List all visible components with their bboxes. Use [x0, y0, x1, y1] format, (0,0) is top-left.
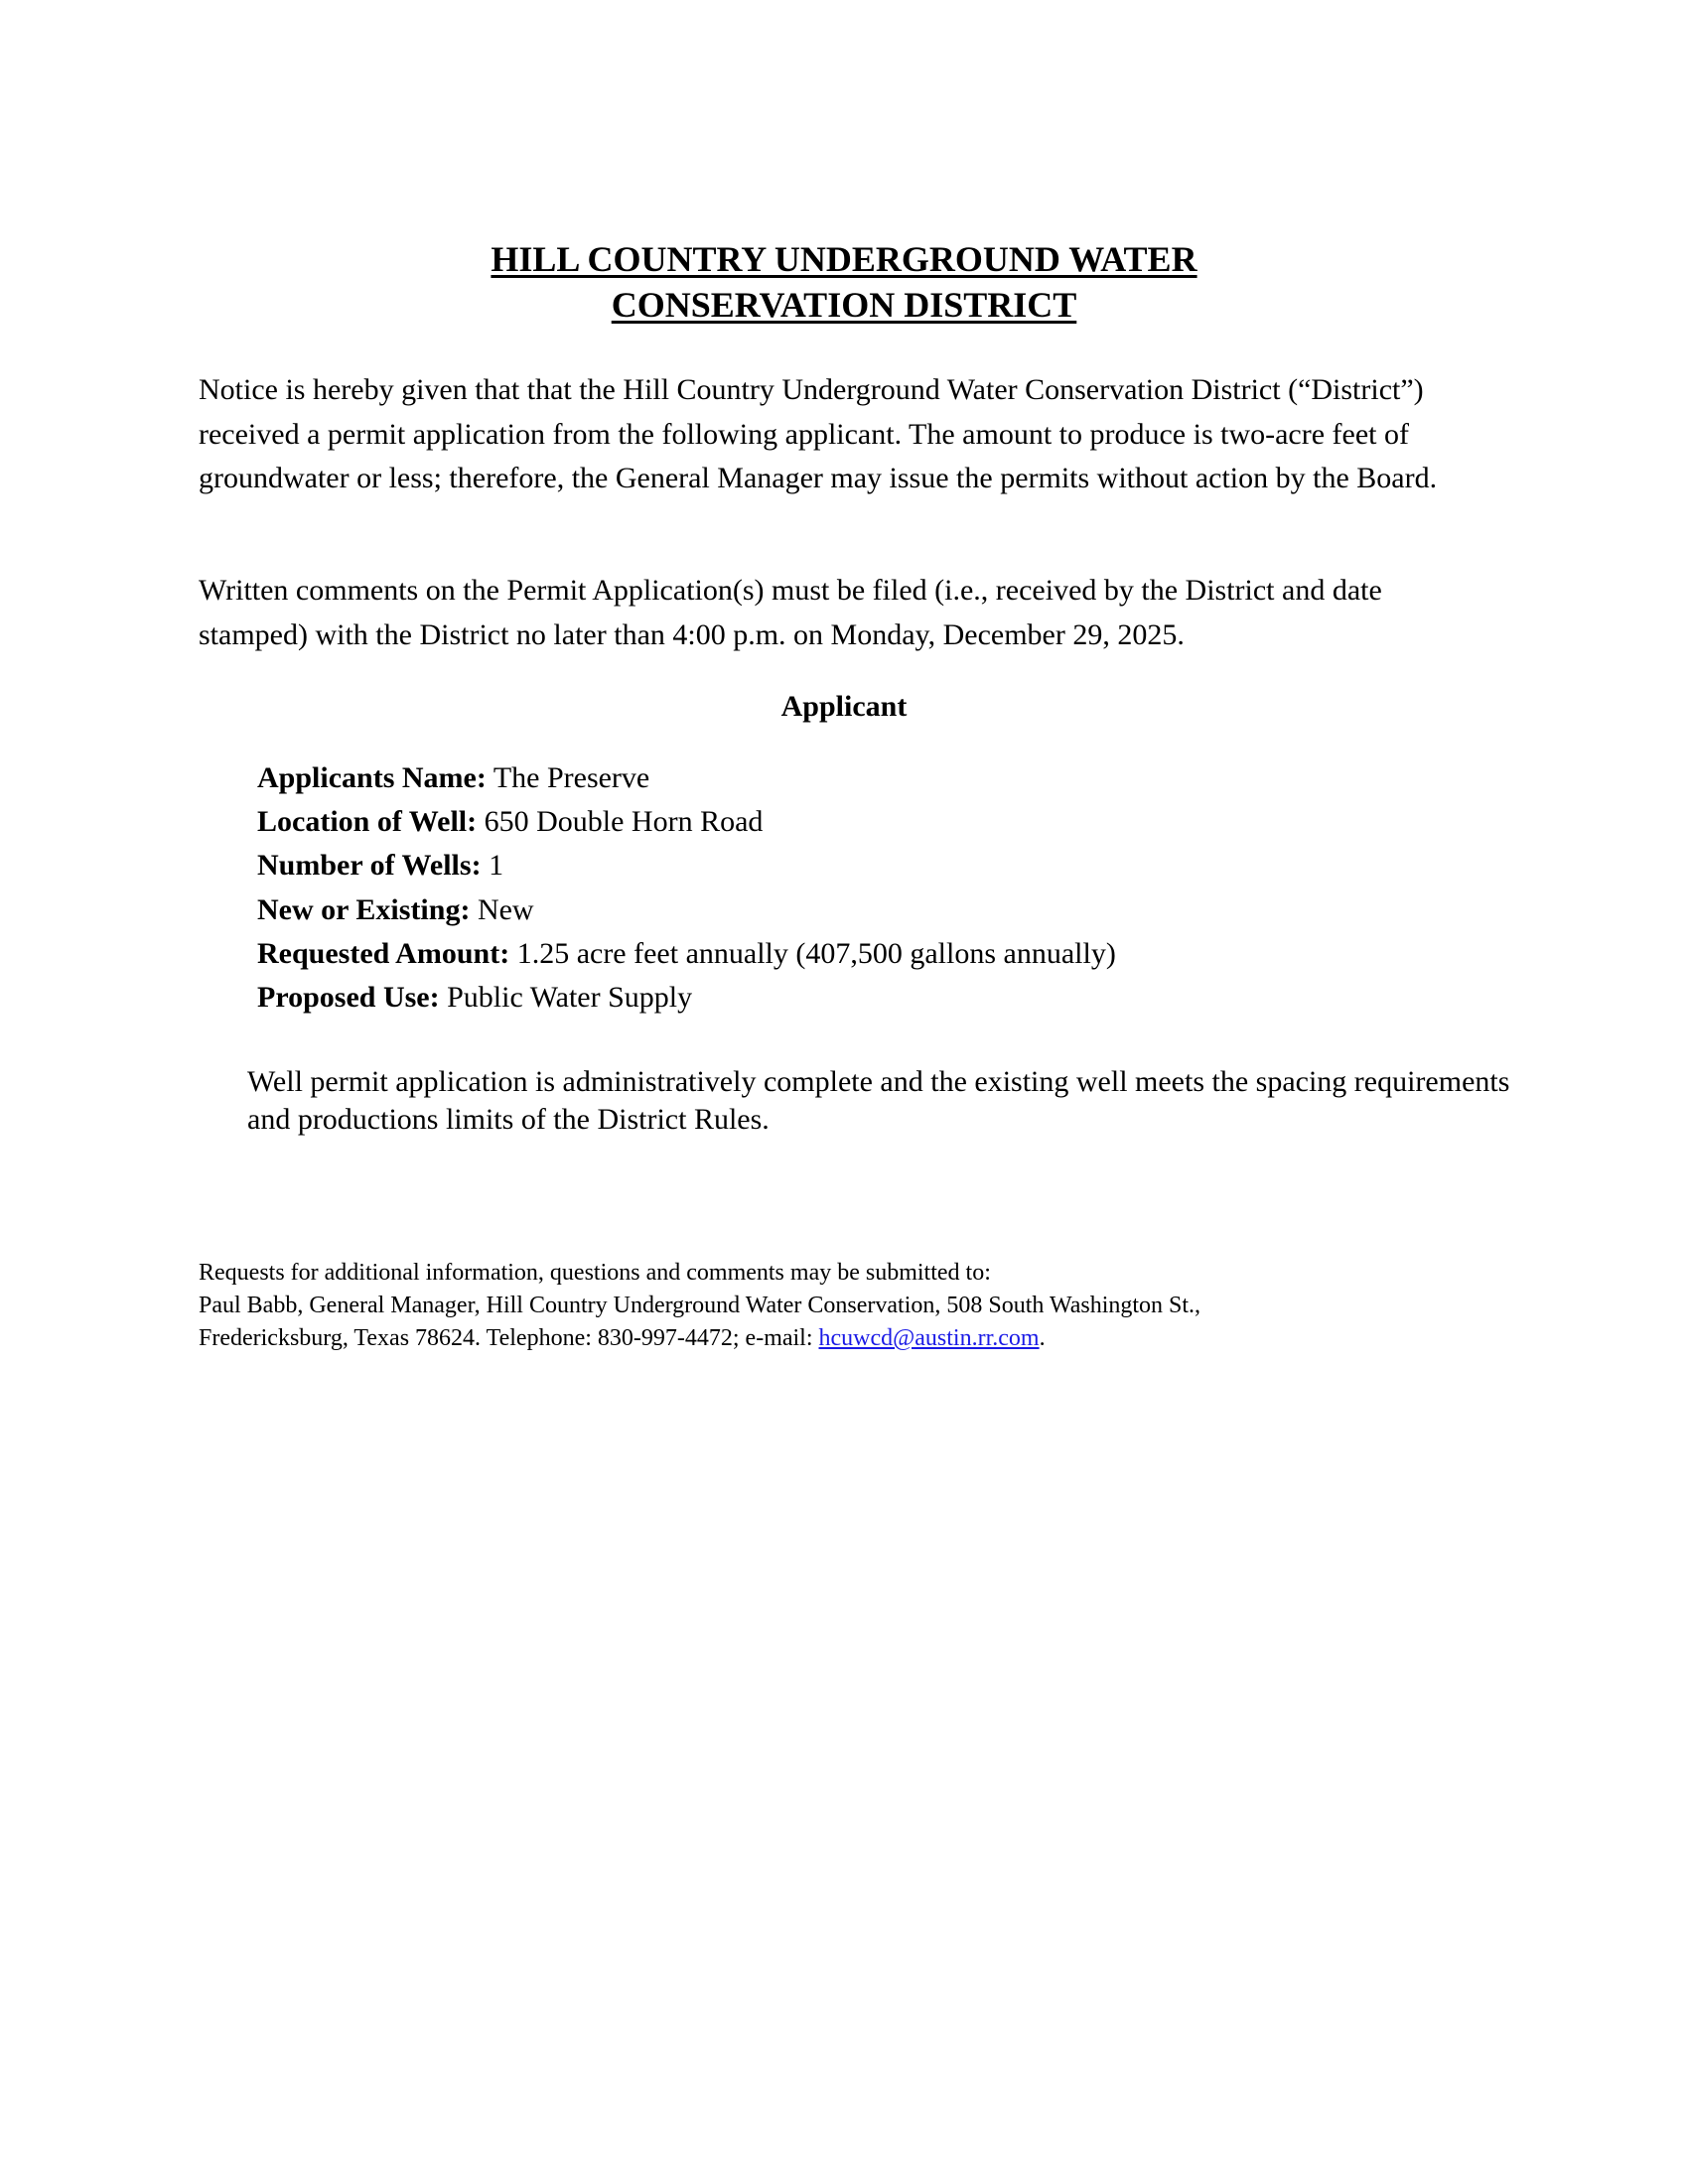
contact-info	[199, 1257, 1489, 1355]
field-label: New or Existing:	[257, 892, 471, 926]
comments-deadline-paragraph: Written comments on the Permit Application(s) must be filed (i.e., received by the District and date stamped) with the District no later than 4:00 p.m. on Monday, December 29, 2025.	[199, 574, 1382, 651]
field-value: Public Water Supply	[447, 981, 693, 1015]
field-value: New	[477, 892, 534, 926]
requested-amount-row	[257, 932, 1508, 976]
field-label: Number of Wells:	[257, 849, 482, 883]
field-value: 1.25 acre feet annually (407,500 gallons annually)	[516, 936, 1116, 970]
new-or-existing-row	[257, 888, 1508, 932]
contact-line-1: Requests for additional information, questions and comments may be submitted to:	[199, 1260, 991, 1286]
notice-paragraph: Notice is hereby given that that the Hill Country Underground Water Conservation District (“District”) received a permit application from the following applicant. The amount to produce is two-acre feet of groundwater or less; therefore, the General Manager may issue the permits without action by the Board.	[199, 373, 1438, 494]
field-value: The Preserve	[492, 761, 650, 794]
field-label: Requested Amount:	[257, 936, 510, 970]
number-of-wells-row	[257, 844, 1508, 887]
email-link[interactable]: hcuwcd@austin.rr.com	[818, 1325, 1040, 1351]
proposed-use-row	[257, 976, 1508, 1020]
field-label: Applicants Name:	[257, 761, 487, 794]
applicant-heading: Applicant	[780, 690, 908, 723]
title-line-1: HILL COUNTRY UNDERGROUND WATER	[491, 239, 1197, 279]
field-value: 650 Double Horn Road	[484, 805, 764, 839]
contact-line-end: .	[1039, 1325, 1046, 1351]
contact-address-phone: Fredericksburg, Texas 78624. Telephone: 830-997-4472; e-mail:	[199, 1325, 819, 1351]
applicant-name-row	[257, 756, 1508, 800]
field-label: Proposed Use:	[257, 981, 440, 1015]
field-value: 1	[489, 849, 504, 883]
application-status-note: Well permit application is administratively complete and the existing well meets the spacing requirements and productions limits of the District Rules.	[247, 1065, 1510, 1136]
title-line-2: CONSERVATION DISTRICT	[611, 285, 1077, 325]
contact-line-2: Paul Babb, General Manager, Hill Country Underground Water Conservation, 508 South Washington St.,	[199, 1293, 1201, 1318]
well-location-row	[257, 800, 1508, 844]
field-label: Location of Well:	[257, 805, 478, 839]
contact-line-3	[199, 1322, 1489, 1355]
page-title	[0, 236, 1688, 328]
applicant-details	[257, 756, 1508, 1020]
